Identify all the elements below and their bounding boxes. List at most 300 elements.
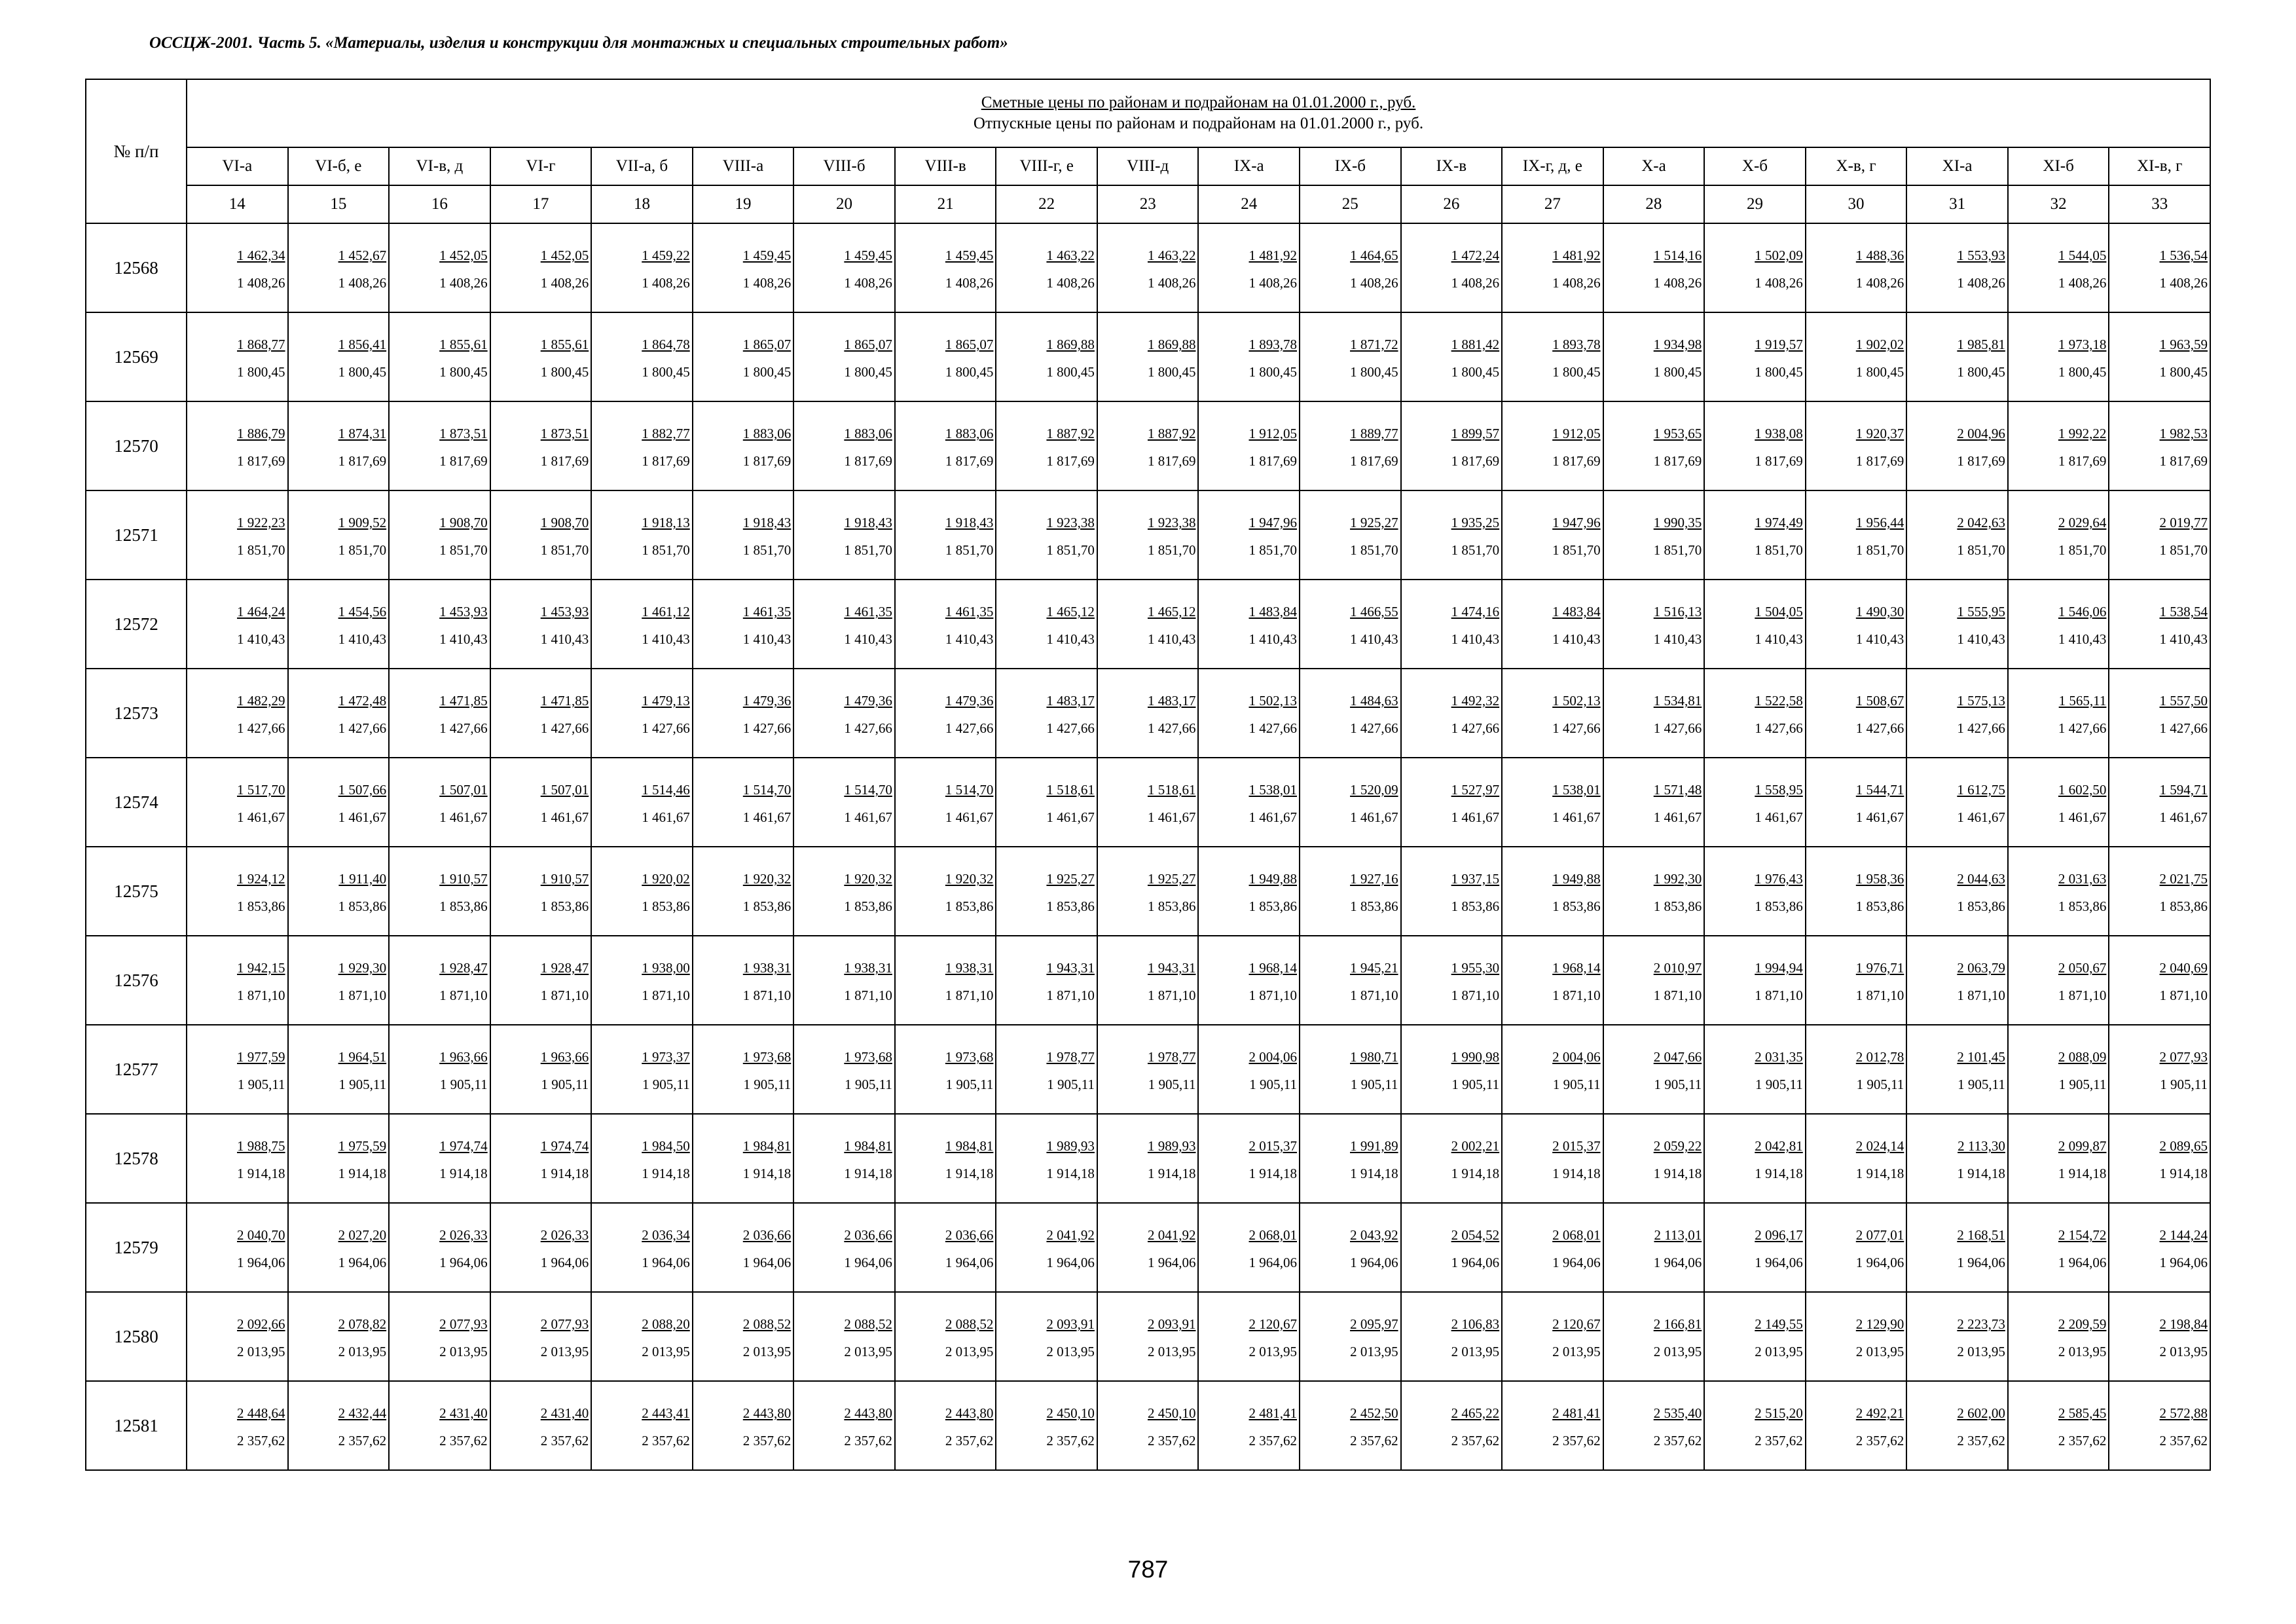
price-cell bbox=[1704, 1114, 1806, 1203]
estimated-price: 1 958,36 bbox=[1855, 871, 1904, 887]
region-header-cell: XI-а bbox=[1906, 147, 2008, 185]
release-price: 2 013,95 bbox=[1350, 1344, 1398, 1359]
price-cell bbox=[1502, 1292, 1603, 1381]
column-index-cell: 23 bbox=[1097, 185, 1199, 223]
estimated-price: 1 507,66 bbox=[338, 782, 387, 798]
estimated-price: 1 989,93 bbox=[1046, 1138, 1095, 1154]
estimated-price: 2 106,83 bbox=[1451, 1316, 1500, 1332]
estimated-price: 1 452,05 bbox=[540, 248, 589, 263]
release-price: 1 851,70 bbox=[844, 542, 892, 558]
price-cell bbox=[1401, 490, 1503, 580]
estimated-price: 1 459,45 bbox=[844, 248, 892, 263]
price-cell bbox=[1097, 669, 1199, 758]
estimated-price: 2 431,40 bbox=[439, 1405, 488, 1421]
column-index-cell: 20 bbox=[793, 185, 895, 223]
price-cell bbox=[288, 1025, 390, 1114]
price-cell bbox=[1806, 1203, 1907, 1292]
estimated-price: 1 479,36 bbox=[844, 693, 892, 709]
release-price: 1 964,06 bbox=[945, 1255, 994, 1270]
estimated-price: 1 483,17 bbox=[1147, 693, 1196, 709]
release-price: 1 964,06 bbox=[844, 1255, 892, 1270]
release-price: 1 851,70 bbox=[439, 542, 488, 558]
release-price: 1 817,69 bbox=[1755, 453, 1803, 469]
estimated-price: 1 452,67 bbox=[338, 248, 387, 263]
release-price: 1 905,11 bbox=[1047, 1077, 1095, 1092]
release-price: 2 357,62 bbox=[1552, 1433, 1601, 1449]
release-price: 1 427,66 bbox=[1350, 720, 1398, 736]
estimated-price: 1 538,54 bbox=[2159, 604, 2208, 619]
release-price: 1 851,70 bbox=[1451, 542, 1500, 558]
estimated-price: 1 943,31 bbox=[1147, 960, 1196, 976]
region-header-cell: X-б bbox=[1704, 147, 1806, 185]
column-index-cell: 22 bbox=[996, 185, 1097, 223]
release-price: 1 817,69 bbox=[1957, 453, 2005, 469]
price-cell bbox=[895, 936, 996, 1025]
price-cell bbox=[187, 847, 288, 936]
price-cell bbox=[1704, 669, 1806, 758]
release-price: 1 461,67 bbox=[1350, 809, 1398, 825]
release-price: 1 410,43 bbox=[2159, 631, 2208, 647]
release-price: 1 408,26 bbox=[1046, 275, 1095, 291]
table-row bbox=[86, 669, 2210, 758]
price-cell bbox=[1401, 580, 1503, 669]
price-cell bbox=[490, 223, 592, 312]
estimated-price: 1 928,47 bbox=[540, 960, 589, 976]
price-cell bbox=[2109, 758, 2210, 847]
release-price: 1 800,45 bbox=[540, 364, 589, 380]
release-price: 1 800,45 bbox=[237, 364, 285, 380]
estimated-price: 1 517,70 bbox=[237, 782, 285, 798]
price-cell bbox=[2109, 1114, 2210, 1203]
estimated-price: 1 479,36 bbox=[742, 693, 792, 709]
price-cell bbox=[793, 669, 895, 758]
release-price: 1 427,66 bbox=[1552, 720, 1601, 736]
release-price: 1 461,67 bbox=[540, 809, 589, 825]
estimated-price: 1 482,29 bbox=[237, 693, 285, 709]
release-price: 1 914,18 bbox=[642, 1166, 690, 1181]
estimated-price: 2 036,66 bbox=[844, 1227, 892, 1243]
release-price: 2 013,95 bbox=[1957, 1344, 2005, 1359]
price-cell bbox=[895, 1114, 996, 1203]
estimated-price: 1 882,77 bbox=[642, 426, 690, 441]
release-price: 1 461,67 bbox=[2058, 809, 2107, 825]
region-header-cell: X-в, г bbox=[1806, 147, 1907, 185]
price-cell bbox=[591, 1381, 693, 1470]
price-cell bbox=[1806, 490, 1907, 580]
release-price: 1 461,67 bbox=[742, 809, 792, 825]
release-price: 1 408,26 bbox=[844, 275, 892, 291]
price-cell bbox=[490, 1025, 592, 1114]
release-price: 1 853,86 bbox=[945, 898, 994, 914]
release-price: 1 851,70 bbox=[2058, 542, 2107, 558]
release-price: 2 357,62 bbox=[1248, 1433, 1298, 1449]
estimated-price: 2 101,45 bbox=[1957, 1049, 2005, 1065]
estimated-price: 2 585,45 bbox=[2058, 1405, 2107, 1421]
release-price: 1 914,18 bbox=[742, 1166, 792, 1181]
row-number: 12575 bbox=[86, 847, 187, 936]
estimated-price: 2 044,63 bbox=[1957, 871, 2005, 887]
release-price: 2 357,62 bbox=[338, 1433, 387, 1449]
release-price: 1 800,45 bbox=[1957, 364, 2005, 380]
price-cell bbox=[490, 490, 592, 580]
price-cell bbox=[187, 490, 288, 580]
estimated-price: 1 555,95 bbox=[1957, 604, 2005, 619]
price-cell bbox=[2008, 580, 2109, 669]
price-cell bbox=[895, 669, 996, 758]
release-price: 1 905,11 bbox=[1755, 1077, 1803, 1092]
release-price: 2 357,62 bbox=[1653, 1433, 1702, 1449]
price-cell bbox=[1198, 312, 1300, 401]
estimated-price: 2 021,75 bbox=[2159, 871, 2208, 887]
release-price: 2 013,95 bbox=[844, 1344, 892, 1359]
release-price: 1 427,66 bbox=[540, 720, 589, 736]
release-price: 1 871,10 bbox=[1046, 987, 1095, 1003]
release-price: 1 817,69 bbox=[439, 453, 488, 469]
estimated-price: 1 471,85 bbox=[540, 693, 589, 709]
price-cell bbox=[2008, 1114, 2109, 1203]
estimated-price: 1 464,65 bbox=[1350, 248, 1398, 263]
price-cell bbox=[1502, 936, 1603, 1025]
release-price: 1 427,66 bbox=[742, 720, 792, 736]
column-index-cell: 29 bbox=[1704, 185, 1806, 223]
estimated-price: 2 010,97 bbox=[1653, 960, 1702, 976]
release-price: 1 914,18 bbox=[1350, 1166, 1398, 1181]
estimated-price: 1 520,09 bbox=[1350, 782, 1398, 798]
price-cell bbox=[1906, 312, 2008, 401]
column-header-number: № п/п bbox=[86, 79, 187, 223]
price-cell bbox=[895, 1292, 996, 1381]
estimated-price: 1 453,93 bbox=[540, 604, 589, 619]
release-price: 1 817,69 bbox=[237, 453, 285, 469]
estimated-price: 1 492,32 bbox=[1451, 693, 1500, 709]
estimated-price: 2 077,93 bbox=[2159, 1049, 2208, 1065]
table-row bbox=[86, 1203, 2210, 1292]
price-cell bbox=[389, 1114, 490, 1203]
price-cell bbox=[996, 669, 1097, 758]
price-cell bbox=[895, 223, 996, 312]
release-price: 1 461,67 bbox=[439, 809, 488, 825]
release-price: 1 905,11 bbox=[1350, 1077, 1398, 1092]
release-price: 1 800,45 bbox=[1855, 364, 1904, 380]
price-cell bbox=[1906, 1203, 2008, 1292]
price-cell bbox=[895, 847, 996, 936]
release-price: 1 461,67 bbox=[1755, 809, 1803, 825]
estimated-price: 1 934,98 bbox=[1653, 337, 1702, 352]
estimated-price: 1 974,74 bbox=[540, 1138, 589, 1154]
release-price: 1 851,70 bbox=[1957, 542, 2005, 558]
price-cell bbox=[1097, 312, 1199, 401]
release-price: 1 817,69 bbox=[1653, 453, 1702, 469]
estimated-price: 2 443,80 bbox=[742, 1405, 792, 1421]
price-cell bbox=[693, 1025, 794, 1114]
release-price: 2 357,62 bbox=[642, 1433, 690, 1449]
release-price: 1 853,86 bbox=[439, 898, 488, 914]
estimated-price: 2 572,88 bbox=[2159, 1405, 2208, 1421]
price-cell bbox=[1198, 580, 1300, 669]
release-price: 1 853,86 bbox=[642, 898, 690, 914]
estimated-price: 2 047,66 bbox=[1653, 1049, 1702, 1065]
estimated-price: 1 459,22 bbox=[642, 248, 690, 263]
estimated-price: 2 099,87 bbox=[2058, 1138, 2107, 1154]
release-price: 1 871,10 bbox=[2058, 987, 2107, 1003]
estimated-price: 1 929,30 bbox=[338, 960, 387, 976]
release-price: 2 013,95 bbox=[237, 1344, 285, 1359]
column-index-cell: 27 bbox=[1502, 185, 1603, 223]
price-cell bbox=[1704, 490, 1806, 580]
estimated-price: 1 452,05 bbox=[439, 248, 488, 263]
price-cell bbox=[1704, 580, 1806, 669]
estimated-price: 2 012,78 bbox=[1855, 1049, 1904, 1065]
release-price: 1 871,10 bbox=[237, 987, 285, 1003]
price-cell bbox=[693, 758, 794, 847]
release-price: 1 964,06 bbox=[1957, 1255, 2005, 1270]
release-price: 1 851,70 bbox=[1855, 542, 1904, 558]
release-price: 1 800,45 bbox=[945, 364, 994, 380]
estimated-price: 1 502,13 bbox=[1248, 693, 1298, 709]
estimated-price: 1 527,97 bbox=[1451, 782, 1500, 798]
price-cell bbox=[1906, 758, 2008, 847]
price-cell bbox=[996, 401, 1097, 490]
estimated-price: 2 036,66 bbox=[742, 1227, 792, 1243]
price-cell bbox=[490, 936, 592, 1025]
table-row bbox=[86, 490, 2210, 580]
price-cell bbox=[1300, 401, 1401, 490]
estimated-price: 1 865,07 bbox=[844, 337, 892, 352]
estimated-price: 1 935,25 bbox=[1451, 515, 1500, 530]
estimated-price: 1 464,24 bbox=[237, 604, 285, 619]
release-price: 1 410,43 bbox=[945, 631, 994, 647]
release-price: 1 851,70 bbox=[1046, 542, 1095, 558]
release-price: 1 817,69 bbox=[844, 453, 892, 469]
price-cell bbox=[1198, 401, 1300, 490]
estimated-price: 1 558,95 bbox=[1755, 782, 1803, 798]
release-price: 1 851,70 bbox=[945, 542, 994, 558]
release-price: 2 357,62 bbox=[1451, 1433, 1500, 1449]
table-row bbox=[86, 1114, 2210, 1203]
release-price: 1 817,69 bbox=[1855, 453, 1904, 469]
estimated-price: 1 481,92 bbox=[1552, 248, 1601, 263]
estimated-price: 1 977,59 bbox=[237, 1049, 285, 1065]
price-cell bbox=[591, 1025, 693, 1114]
estimated-price: 2 113,30 bbox=[1958, 1138, 2005, 1154]
release-price: 1 427,66 bbox=[1046, 720, 1095, 736]
table-row bbox=[86, 1381, 2210, 1470]
estimated-price: 2 168,51 bbox=[1957, 1227, 2005, 1243]
estimated-price: 1 918,13 bbox=[642, 515, 690, 530]
price-cell bbox=[1401, 758, 1503, 847]
release-price: 1 427,66 bbox=[2058, 720, 2107, 736]
estimated-price: 1 964,51 bbox=[338, 1049, 387, 1065]
release-price: 1 408,26 bbox=[642, 275, 690, 291]
price-cell bbox=[2008, 1381, 2109, 1470]
estimated-price: 1 514,70 bbox=[742, 782, 792, 798]
price-cell bbox=[2008, 758, 2109, 847]
estimated-price: 1 911,40 bbox=[338, 871, 387, 887]
estimated-price: 1 912,05 bbox=[1552, 426, 1601, 441]
estimated-price: 1 925,27 bbox=[1350, 515, 1398, 530]
estimated-price: 1 990,35 bbox=[1653, 515, 1702, 530]
price-cell bbox=[2008, 1025, 2109, 1114]
price-cell bbox=[591, 758, 693, 847]
estimated-price: 2 166,81 bbox=[1653, 1316, 1702, 1332]
price-cell bbox=[389, 223, 490, 312]
estimated-price: 1 994,94 bbox=[1755, 960, 1803, 976]
price-cell bbox=[1097, 1381, 1199, 1470]
estimated-price: 2 068,01 bbox=[1552, 1227, 1601, 1243]
estimated-price: 1 923,38 bbox=[1046, 515, 1095, 530]
release-price: 1 871,10 bbox=[742, 987, 792, 1003]
price-cell bbox=[793, 1203, 895, 1292]
release-price: 1 964,06 bbox=[540, 1255, 589, 1270]
release-price: 1 410,43 bbox=[844, 631, 892, 647]
region-header-cell: IX-б bbox=[1300, 147, 1401, 185]
price-cell bbox=[2109, 1292, 2210, 1381]
estimated-price: 2 443,80 bbox=[844, 1405, 892, 1421]
release-price: 1 914,18 bbox=[1248, 1166, 1298, 1181]
estimated-price: 2 452,50 bbox=[1350, 1405, 1398, 1421]
release-price: 1 817,69 bbox=[1552, 453, 1601, 469]
estimated-price: 1 918,43 bbox=[844, 515, 892, 530]
estimated-price: 1 902,02 bbox=[1855, 337, 1904, 352]
estimated-price: 1 504,05 bbox=[1755, 604, 1803, 619]
estimated-price: 2 431,40 bbox=[540, 1405, 589, 1421]
release-price: 1 800,45 bbox=[338, 364, 387, 380]
estimated-price: 2 054,52 bbox=[1451, 1227, 1500, 1243]
price-cell bbox=[1198, 1292, 1300, 1381]
estimated-price: 2 535,40 bbox=[1653, 1405, 1702, 1421]
release-price: 1 427,66 bbox=[439, 720, 488, 736]
price-cell bbox=[996, 1114, 1097, 1203]
release-price: 1 853,86 bbox=[2058, 898, 2107, 914]
estimated-price: 2 078,82 bbox=[338, 1316, 387, 1332]
estimated-price: 2 088,09 bbox=[2058, 1049, 2107, 1065]
price-cell bbox=[389, 936, 490, 1025]
price-cell bbox=[1401, 1292, 1503, 1381]
release-price: 1 853,86 bbox=[540, 898, 589, 914]
release-price: 1 410,43 bbox=[742, 631, 792, 647]
region-header-cell: VIII-д bbox=[1097, 147, 1199, 185]
release-price: 1 871,10 bbox=[1755, 987, 1803, 1003]
estimated-price: 2 120,67 bbox=[1248, 1316, 1298, 1332]
release-price: 1 905,11 bbox=[1451, 1077, 1500, 1092]
estimated-price: 1 873,51 bbox=[540, 426, 589, 441]
release-price: 1 964,06 bbox=[642, 1255, 690, 1270]
release-price: 1 427,66 bbox=[1755, 720, 1803, 736]
estimated-price: 2 492,21 bbox=[1855, 1405, 1904, 1421]
price-cell bbox=[288, 580, 390, 669]
release-price: 1 851,70 bbox=[2159, 542, 2208, 558]
release-price: 1 408,26 bbox=[1653, 275, 1702, 291]
estimated-price: 1 982,53 bbox=[2159, 426, 2208, 441]
release-price: 1 853,86 bbox=[742, 898, 792, 914]
release-price: 1 964,06 bbox=[1248, 1255, 1298, 1270]
region-header-cell: VIII-в bbox=[895, 147, 996, 185]
release-price: 2 013,95 bbox=[642, 1344, 690, 1359]
price-cell bbox=[187, 1292, 288, 1381]
estimated-price: 1 973,37 bbox=[642, 1049, 690, 1065]
estimated-price: 2 015,37 bbox=[1552, 1138, 1601, 1154]
estimated-price: 1 893,78 bbox=[1248, 337, 1298, 352]
estimated-price: 1 918,43 bbox=[945, 515, 994, 530]
price-cell bbox=[1906, 1292, 2008, 1381]
price-cell bbox=[1198, 758, 1300, 847]
release-price: 1 800,45 bbox=[844, 364, 892, 380]
price-cell bbox=[1906, 847, 2008, 936]
release-price: 1 427,66 bbox=[1147, 720, 1196, 736]
estimated-price: 1 472,24 bbox=[1451, 248, 1500, 263]
estimated-price: 1 602,50 bbox=[2058, 782, 2107, 798]
release-price: 1 871,10 bbox=[642, 987, 690, 1003]
price-cell bbox=[1300, 847, 1401, 936]
estimated-price: 1 865,07 bbox=[742, 337, 792, 352]
release-price: 1 410,43 bbox=[1755, 631, 1803, 647]
release-price: 1 964,06 bbox=[237, 1255, 285, 1270]
estimated-price: 1 461,35 bbox=[844, 604, 892, 619]
price-cell bbox=[1300, 490, 1401, 580]
estimated-price: 1 459,45 bbox=[742, 248, 792, 263]
price-cell bbox=[1401, 936, 1503, 1025]
estimated-price: 1 575,13 bbox=[1957, 693, 2005, 709]
estimated-price: 1 984,81 bbox=[742, 1138, 792, 1154]
estimated-price: 1 508,67 bbox=[1855, 693, 1904, 709]
column-index-cell: 19 bbox=[693, 185, 794, 223]
release-price: 1 817,69 bbox=[1147, 453, 1196, 469]
price-cell bbox=[1097, 1025, 1199, 1114]
release-price: 1 914,18 bbox=[2159, 1166, 2208, 1181]
price-cell bbox=[1502, 223, 1603, 312]
estimated-price: 2 450,10 bbox=[1147, 1405, 1196, 1421]
price-cell bbox=[1502, 1025, 1603, 1114]
estimated-price: 1 466,55 bbox=[1350, 604, 1398, 619]
release-price: 2 013,95 bbox=[1755, 1344, 1803, 1359]
release-price: 1 427,66 bbox=[1957, 720, 2005, 736]
estimated-price: 1 514,16 bbox=[1653, 248, 1702, 263]
estimated-price: 1 925,27 bbox=[1147, 871, 1196, 887]
estimated-price: 1 516,13 bbox=[1653, 604, 1702, 619]
price-cell bbox=[1198, 1114, 1300, 1203]
release-price: 1 817,69 bbox=[1350, 453, 1398, 469]
price-cell bbox=[2008, 490, 2109, 580]
column-index-cell: 33 bbox=[2109, 185, 2210, 223]
price-cell bbox=[1806, 936, 1907, 1025]
estimated-price: 1 973,68 bbox=[844, 1049, 892, 1065]
release-price: 1 853,86 bbox=[844, 898, 892, 914]
price-cell bbox=[693, 936, 794, 1025]
estimated-price: 1 938,31 bbox=[742, 960, 792, 976]
estimated-price: 2 092,66 bbox=[237, 1316, 285, 1332]
price-cell bbox=[1300, 580, 1401, 669]
price-cell bbox=[1806, 1114, 1907, 1203]
price-cell bbox=[288, 223, 390, 312]
price-cell bbox=[1401, 1203, 1503, 1292]
price-table bbox=[85, 79, 2211, 1471]
price-cell bbox=[1603, 490, 1705, 580]
price-cell bbox=[996, 936, 1097, 1025]
price-cell bbox=[1300, 1381, 1401, 1470]
release-price: 1 851,70 bbox=[642, 542, 690, 558]
price-cell bbox=[1502, 1114, 1603, 1203]
price-cell bbox=[895, 1381, 996, 1470]
release-price: 1 817,69 bbox=[1046, 453, 1095, 469]
column-index-cell: 24 bbox=[1198, 185, 1300, 223]
estimated-price: 1 947,96 bbox=[1248, 515, 1298, 530]
release-price: 1 800,45 bbox=[2058, 364, 2107, 380]
estimated-price: 2 002,21 bbox=[1451, 1138, 1500, 1154]
release-price: 1 817,69 bbox=[2159, 453, 2208, 469]
caption-estimated-prices: Сметные цены по районам и подрайонам на 01.01.2000 г., руб. bbox=[981, 94, 1416, 111]
release-price: 2 357,62 bbox=[1755, 1433, 1803, 1449]
price-cell bbox=[1906, 1025, 2008, 1114]
